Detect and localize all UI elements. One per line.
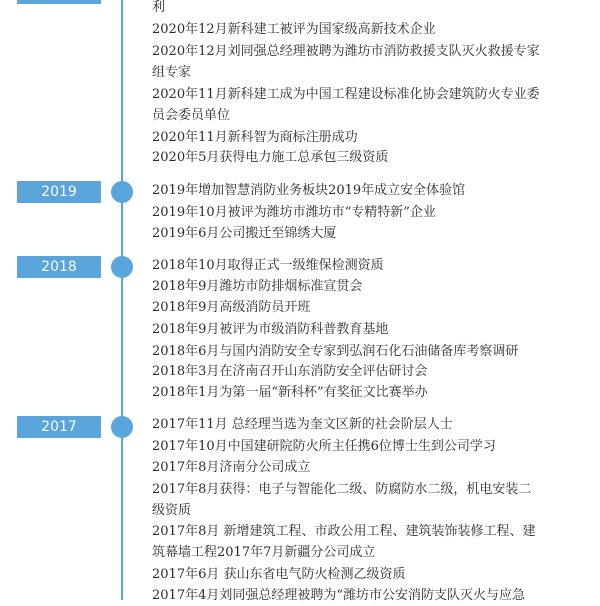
event-item: 筑幕墙工程2017年7月新疆分公司成立 <box>152 545 376 560</box>
event-item: 组专家 <box>152 65 192 80</box>
event-item: 2018年10月取得正式一级维保检测资质 <box>152 258 384 273</box>
event-item: 2017年4月刘同强总经理被聘为“潍坊市公安消防支队灭火与应急 <box>152 588 526 603</box>
event-item: 2018年9月被评为市级消防科普教育基地 <box>152 322 389 337</box>
year-label-2018: 2018 <box>17 256 101 278</box>
event-item: 2017年8月获得：电子与智能化二级、防腐防水二级，机电安装二 <box>152 482 532 497</box>
timeline-dot-2017 <box>111 416 133 438</box>
timeline-dot-2018 <box>111 256 133 278</box>
event-item: 2017年11月 总经理当选为奎文区新的社会阶层人士 <box>152 417 453 432</box>
event-item: 2019年10月被评为潍坊市潍坊市“专精特新”企业 <box>152 205 436 220</box>
event-item: 2017年10月中国建研院防火所主任携6位博士生到公司学习 <box>152 439 496 454</box>
event-item: 2020年12月刘同强总经理被聘为潍坊市消防救援支队灭火救援专家 <box>152 44 540 59</box>
year-bar-2020 <box>17 0 101 4</box>
event-item: 2019年6月公司搬迁至锦绣大厦 <box>152 226 337 241</box>
event-item: 2020年11月新科建工成为中国工程建设标准化协会建筑防火专业委 <box>152 87 540 102</box>
event-item: 2017年6月 获山东省电气防火检测乙级资质 <box>152 567 406 582</box>
event-item: 利 <box>152 0 166 15</box>
year-label-2019: 2019 <box>17 181 101 203</box>
event-item: 2018年1月为第一届“新科杯”有奖征文比赛举办 <box>152 385 428 400</box>
event-item: 2018年3月在济南召开山东消防安全评估研讨会 <box>152 364 428 379</box>
timeline-dot-2019 <box>111 181 133 203</box>
event-item: 2020年12月新科建工被评为国家级高新技术企业 <box>152 22 436 37</box>
event-item: 2019年增加智慧消防业务板块2019年成立安全体验馆 <box>152 183 466 198</box>
event-item: 2020年11月新科智为商标注册成功 <box>152 130 358 145</box>
event-item: 2018年6月与国内消防安全专家到弘润石化石油储备库考察调研 <box>152 344 519 359</box>
event-item: 2020年5月获得电力施工总承包三级资质 <box>152 150 389 165</box>
event-item: 2017年8月济南分公司成立 <box>152 460 311 475</box>
year-label-2017: 2017 <box>17 416 101 438</box>
event-item: 员会委员单位 <box>152 108 231 123</box>
event-item: 级资质 <box>152 503 192 518</box>
event-item: 2018年9月高级消防员开班 <box>152 300 311 315</box>
timeline-line <box>121 0 123 600</box>
event-item: 2018年9月潍坊市防排烟标准宣贯会 <box>152 279 363 294</box>
event-item: 2017年8月 新增建筑工程、市政公用工程、建筑装饰装修工程、建 <box>152 524 536 539</box>
